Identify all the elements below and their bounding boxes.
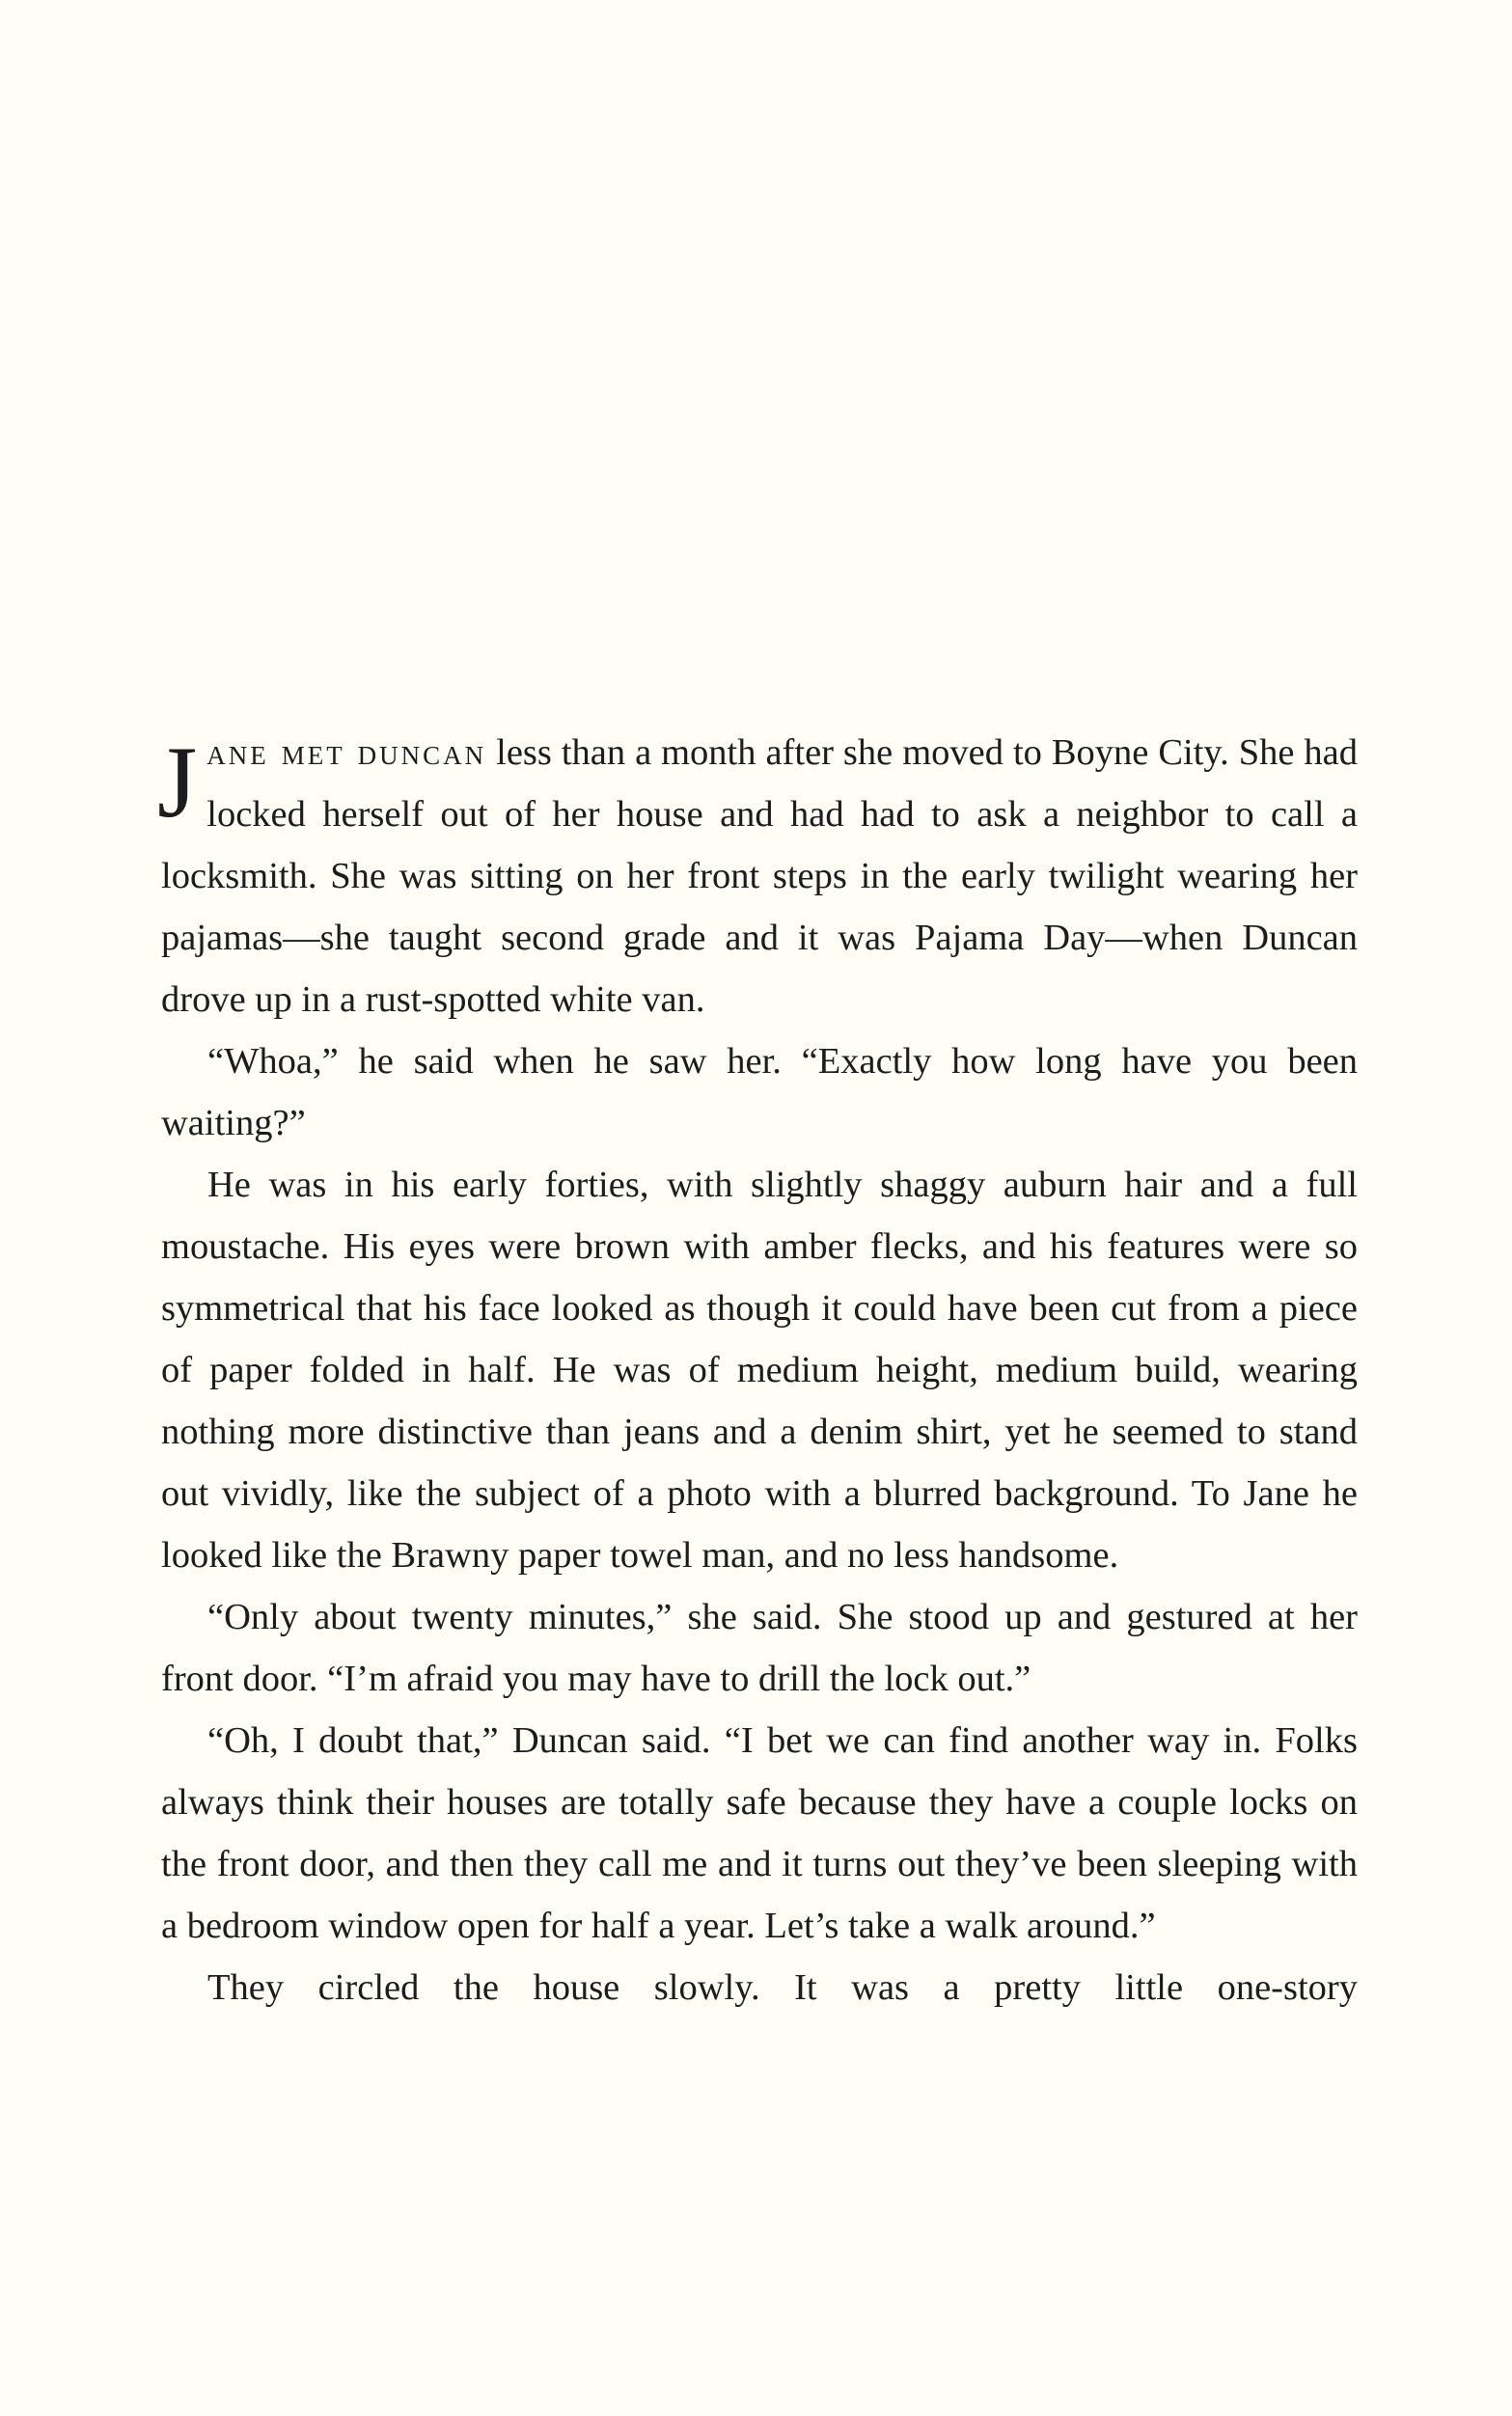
paragraph-text: He was in his early forties, with slightly shaggy auburn hair and a full moustache. His eyes were brown with amber flecks, and his features were so symmetrical that his face looked as though it could have been cut from a piece of paper folded in half. He was of medium height, medium build, wearing nothing more distinctive than jeans and a denim shirt, yet he seemed to stand out vividly, like the subject of a photo with a blurred background. To Jane he looked like the Brawny paper towel man, and no less handsome. xyxy=(161,1165,1358,1576)
paragraph-text: less than a month after she moved to Boyne City. She had locked herself out of her house and had had to ask a neighbor to call a locksmith. She was sitting on her front steps in the early twilight wearing her pajamas—she taught second grade and it was Pajama Day—when Duncan drove up in a rust-spotted white van. xyxy=(161,732,1359,1020)
paragraph-text: They circled the house slowly. It was a pretty little one-story xyxy=(207,1967,1358,2008)
drop-cap: J xyxy=(157,726,198,838)
body-text xyxy=(157,722,1359,2018)
paragraph xyxy=(161,1030,1358,1154)
lead-in-small-caps: ane met duncan xyxy=(206,732,487,773)
paragraph-text: “Oh, I doubt that,” Duncan said. “I bet we can find another way in. Folks always think their houses are totally safe because they have a couple locks on the front door, and then they call me and it turns out they’ve been sleeping with a bedroom window open for half a year. Let’s take a walk around.” xyxy=(161,1720,1358,1946)
paragraph xyxy=(161,1710,1358,1957)
paragraph xyxy=(161,1154,1358,1586)
paragraph-opening xyxy=(157,722,1359,1030)
paragraph-text: “Only about twenty minutes,” she said. She stood up and gestured at her front door. “I’m afraid you may have to drill the lock out.” xyxy=(161,1597,1358,1699)
paragraph-text: “Whoa,” he said when he saw her. “Exactly how long have you been waiting?” xyxy=(161,1041,1358,1143)
paragraph-last xyxy=(161,1957,1358,2018)
paragraph xyxy=(161,1586,1358,1710)
